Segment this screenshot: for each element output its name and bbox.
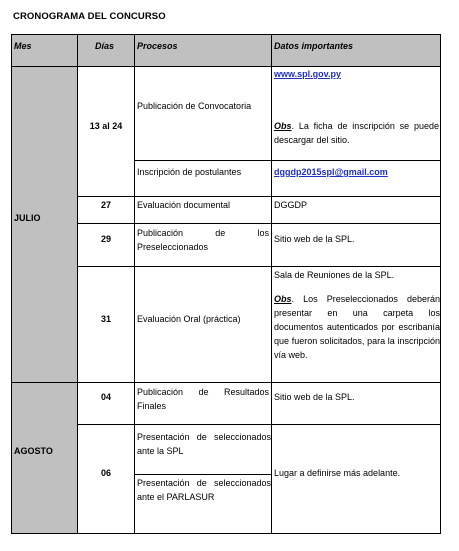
row1-obs-text: . La ficha de inscripción se puede descargar del sitio. <box>274 121 439 145</box>
row3-datos: Sitio web de la SPL. <box>274 234 355 244</box>
row4-dias: 31 <box>100 314 111 324</box>
spl-website-link[interactable]: www.spl.gov.py <box>274 69 342 79</box>
row4-obs-text: . Los Preseleccionados deberán presentar en una carpeta los documentos autenticados por escribanía que fueron solicitados, para la inscripción vía web. <box>274 294 440 360</box>
obs-label: Obs <box>274 294 292 304</box>
row6-proceso-spl: Presentación de seleccionados ante la SPL <box>137 432 271 456</box>
row2-proceso: Evaluación documental <box>137 200 231 210</box>
email-link[interactable]: dggdp2015spl@gmail.com <box>274 167 388 177</box>
month-julio: JULIO <box>14 213 41 223</box>
row5-proceso: Publicación de Resultados Finales <box>137 387 269 411</box>
row6-datos: Lugar a definirse más adelante. <box>274 468 401 478</box>
row1-datos-email <box>274 165 439 179</box>
row4-datos-sala: Sala de Reuniones de la SPL. <box>274 270 395 280</box>
header-dias: Días <box>95 41 115 51</box>
row1-proceso-inscripcion: Inscripción de postulantes <box>137 167 242 177</box>
row6-dias: 06 <box>100 468 111 478</box>
row2-datos: DGGDP <box>274 200 308 210</box>
row4-datos-obs <box>274 292 440 362</box>
header-mes: Mes <box>14 41 32 51</box>
page-title: CRONOGRAMA DEL CONCURSO <box>13 11 166 22</box>
row1-datos-web <box>274 67 439 81</box>
header-procesos: Procesos <box>137 41 178 51</box>
row6-proceso-parlasur: Presentación de seleccionados ante el PARLASUR <box>137 478 271 502</box>
row1-dias: 13 al 24 <box>89 121 123 131</box>
row4-proceso: Evaluación Oral (práctica) <box>137 314 241 324</box>
row3-proceso: Publicación de los Preseleccionados <box>137 228 269 252</box>
row5-datos: Sitio web de la SPL. <box>274 392 355 402</box>
row2-dias: 27 <box>100 200 111 210</box>
row3-dias: 29 <box>100 234 111 244</box>
row3-proceso-line <box>137 226 269 254</box>
obs-label: Obs <box>274 121 292 131</box>
row1-datos-obs <box>274 119 439 147</box>
header-datos: Datos importantes <box>274 41 354 51</box>
row1-proceso-convocatoria: Publicación de Convocatoria <box>137 101 252 111</box>
row5-dias: 04 <box>100 392 111 402</box>
month-agosto: AGOSTO <box>14 446 53 456</box>
